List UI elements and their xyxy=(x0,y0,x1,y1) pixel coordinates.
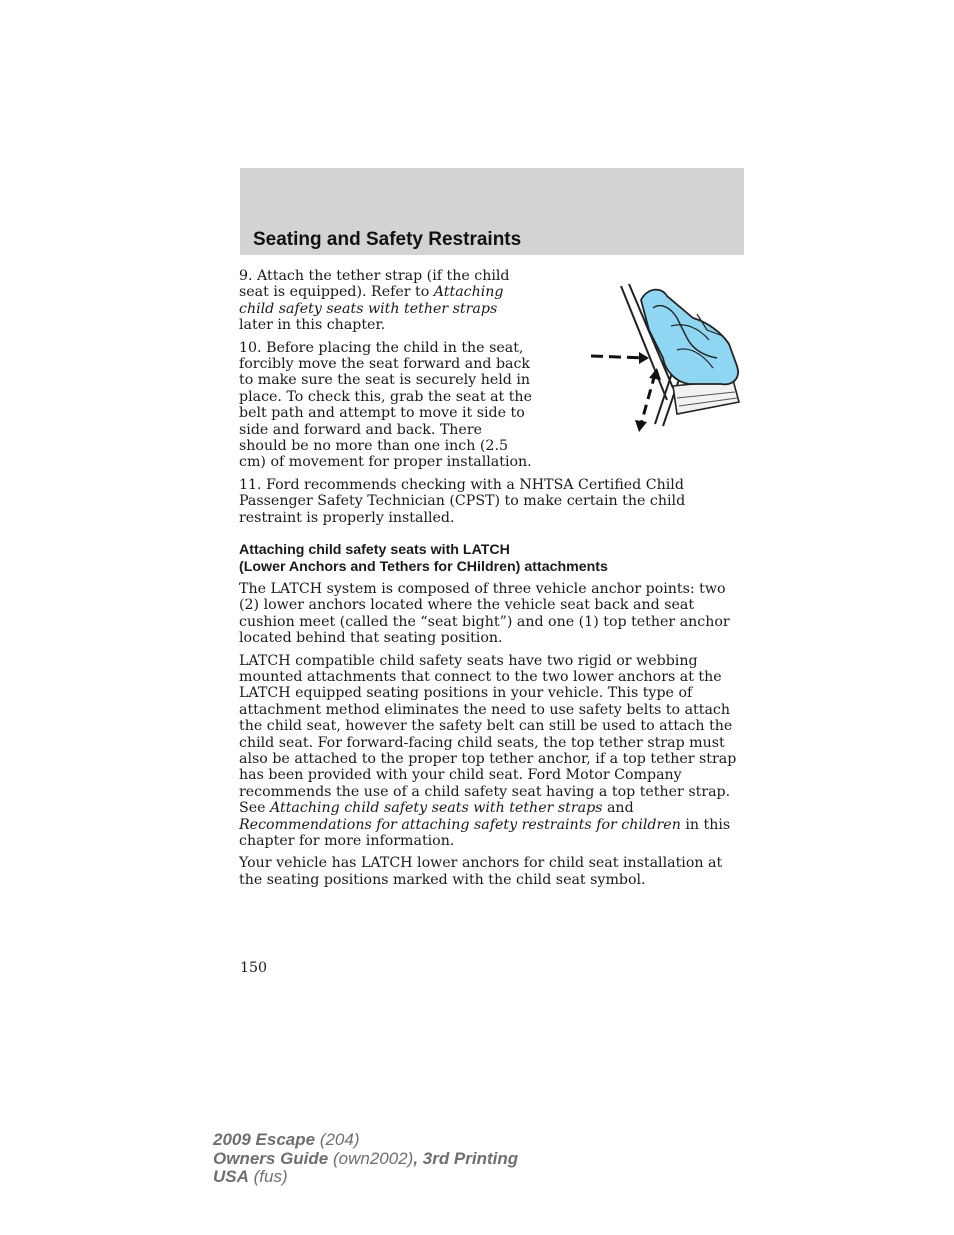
child-seat-illustration xyxy=(537,274,757,444)
step-9-reference: Attaching child safety seats with tether straps xyxy=(239,284,504,317)
page-content xyxy=(239,268,745,894)
footer-region: USA xyxy=(213,1167,249,1186)
footer-line-1 xyxy=(213,1131,518,1150)
footer-model-code: (204) xyxy=(315,1130,360,1149)
latch-heading-line1: Attaching child safety seats with LATCH xyxy=(239,542,510,559)
step-11: 11. Ford recommends checking with a NHTSA Certified Child Passenger Safety Technician (CPST) to make certain the child restraint is properly installed. xyxy=(239,476,686,526)
latch-p2-reference-1: Attaching child safety seats with tether straps xyxy=(270,800,603,817)
step-9-suffix: later in this chapter. xyxy=(239,317,386,334)
latch-p2-end: in this chapter for more information. xyxy=(239,816,731,849)
footer-guide-code: (own2002) xyxy=(328,1148,414,1168)
footer-printing: , 3rd Printing xyxy=(413,1148,519,1168)
step-10: 10. Before placing the child in the seat, forcibly move the seat forward and back to make sure the seat is securely held in place. To check this, grab the seat at the belt path and attempt to move it side to side and forward and back. There should be no more than one inch (2.5 cm) of movement for proper installation. xyxy=(239,339,532,471)
latch-heading xyxy=(239,542,745,575)
footer-guide: Owners Guide xyxy=(213,1148,329,1168)
latch-paragraph-2 xyxy=(239,653,745,850)
footer-line-3 xyxy=(213,1168,518,1187)
step-9-text: 9. Attach the tether strap (if the child seat is equipped). Refer to xyxy=(239,268,510,301)
latch-heading-line2: (Lower Anchors and Tethers for CHildren) attachments xyxy=(239,558,608,575)
latch-paragraph-3: Your vehicle has LATCH lower anchors for child seat installation at the seating positions marked with the child seat symbol. xyxy=(239,855,723,888)
document-footer xyxy=(213,1131,518,1187)
section-title: Seating and Safety Restraints xyxy=(253,229,522,250)
page-number: 150 xyxy=(240,960,268,976)
forward-back-arrow-line xyxy=(591,356,647,358)
side-to-side-arrow-line xyxy=(641,374,655,424)
footer-region-code: (fus) xyxy=(248,1167,288,1186)
latch-paragraph-1: The LATCH system is composed of three vehicle anchor points: two (2) lower anchors located where the vehicle seat back and seat cushion meet (called the “seat bight”) and one (1) top tether anchor located behind that seating position. xyxy=(239,580,730,647)
latch-p2-text: LATCH compatible child safety seats have two rigid or webbing mounted attachments that connect to the two lower anchors at the LATCH equipped seating positions in your vehicle. This type of attachment method eliminates the need to use safety belts to attach the child seat, however the safety belt can still be used to attach the child seat. For forward-facing child seats, the top tether strap must also be attached to the proper top tether anchor, if a top tether strap has been provided with your child seat. Ford Motor Company recommends the use of a child safety seat having a top tether strap. See xyxy=(239,652,737,817)
side-to-side-arrow-head-bottom xyxy=(635,420,647,432)
footer-line-2 xyxy=(213,1150,518,1169)
section-header-band xyxy=(240,168,744,255)
latch-p2-and: and xyxy=(602,800,634,817)
footer-model: 2009 Escape xyxy=(213,1130,316,1149)
latch-p2-reference-2: Recommendations for attaching safety restraints for children xyxy=(239,816,681,833)
child-seat-movement-diagram xyxy=(537,274,757,444)
